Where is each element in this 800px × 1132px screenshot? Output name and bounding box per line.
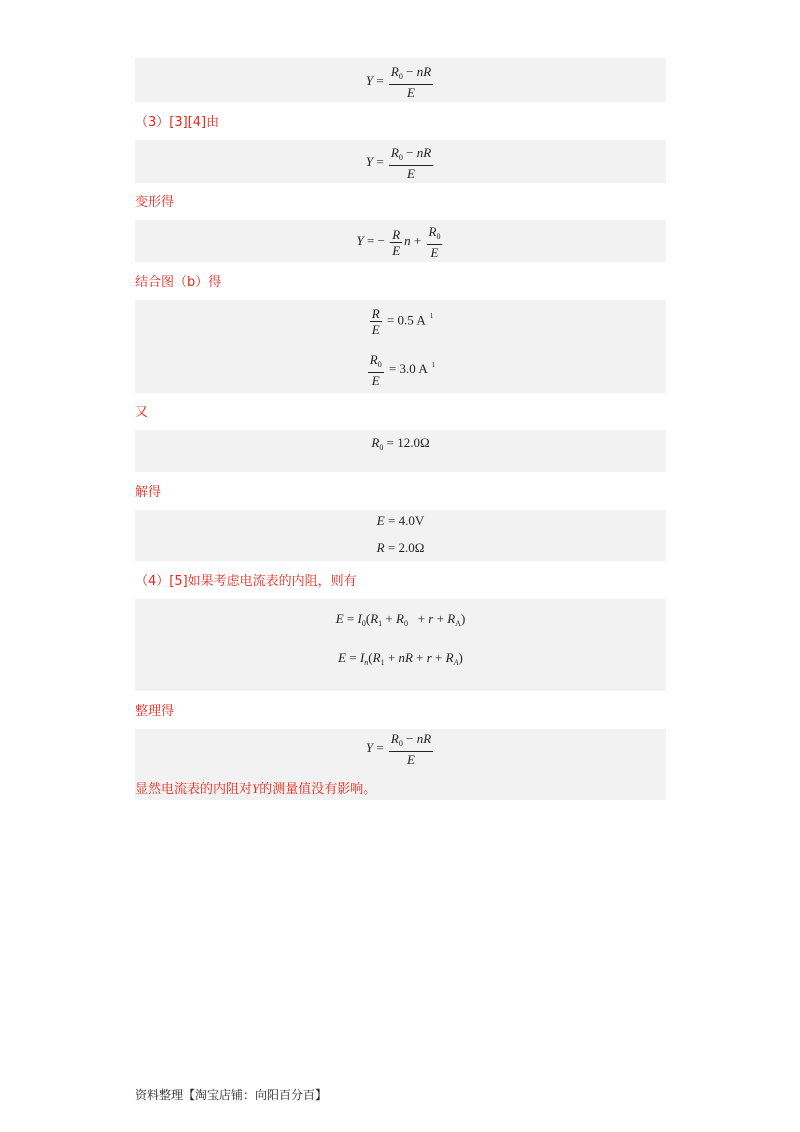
conclusion-text: 显然电流表的内阻对Y的测量值没有影响。 <box>135 781 377 797</box>
equation-intercept: $\frac{R_0}{E}$ = 3.0 A $^1$ <box>369 352 436 388</box>
equation-block-6 <box>135 510 666 561</box>
step3-label: （3）[3][4]由 <box>135 115 220 130</box>
e-value: 4.0 <box>398 513 415 528</box>
slope-value: 0.5 <box>397 312 414 328</box>
equation-e-in: $E = I_n(R_1$ + nR + $r + R_A$) <box>338 650 463 667</box>
equation-r: R = 2.0Ω <box>376 540 425 555</box>
solve-label: 解得 <box>135 485 162 500</box>
equation-e: E = 4.0V <box>376 513 425 528</box>
equation-r0: $R_0 = 12.0\Omega$ <box>371 435 430 452</box>
equation-block-2 <box>135 140 666 183</box>
equation-block-1 <box>135 58 666 102</box>
equation-y-2: Y = $\frac{R_0 - nR}{E}$ <box>365 145 432 181</box>
equation-block-4 <box>135 300 666 393</box>
equation-block-5 <box>135 430 666 472</box>
equation-block-8 <box>135 729 666 800</box>
equation-y-1: Y = $\frac{R_0 - nR}{E}$ <box>365 64 432 100</box>
equation-slope: $\frac{R}{E}$ = 0.5 A $^1$ <box>371 306 434 337</box>
footer-source: 资料整理【淘宝店铺：向阳百分百】 <box>135 1088 328 1102</box>
r-value: 2.0 <box>398 540 415 555</box>
equation-e-i0: $E = I_0(R_1 + R_0 + r + R_A)$ <box>335 611 466 628</box>
transform-label: 变形得 <box>135 195 175 210</box>
equation-block-3 <box>135 220 666 262</box>
equation-y-linear: Y = − $\frac{R}{E}$ n + $\frac{R_0}{E}$ <box>356 224 441 260</box>
intercept-value: 3.0 <box>399 360 416 376</box>
r0-value: 12.0 <box>397 435 420 450</box>
equation-block-7 <box>135 599 666 691</box>
step4-label: （4）[5]如果考虑电流表的内阻，则有 <box>135 574 357 589</box>
arrange-label: 整理得 <box>135 704 175 719</box>
also-label: 又 <box>135 405 149 420</box>
equation-y-final: Y = $\frac{R_0 - nR}{E}$ <box>365 731 432 767</box>
combine-figure-label: 结合图（b）得 <box>135 275 222 290</box>
